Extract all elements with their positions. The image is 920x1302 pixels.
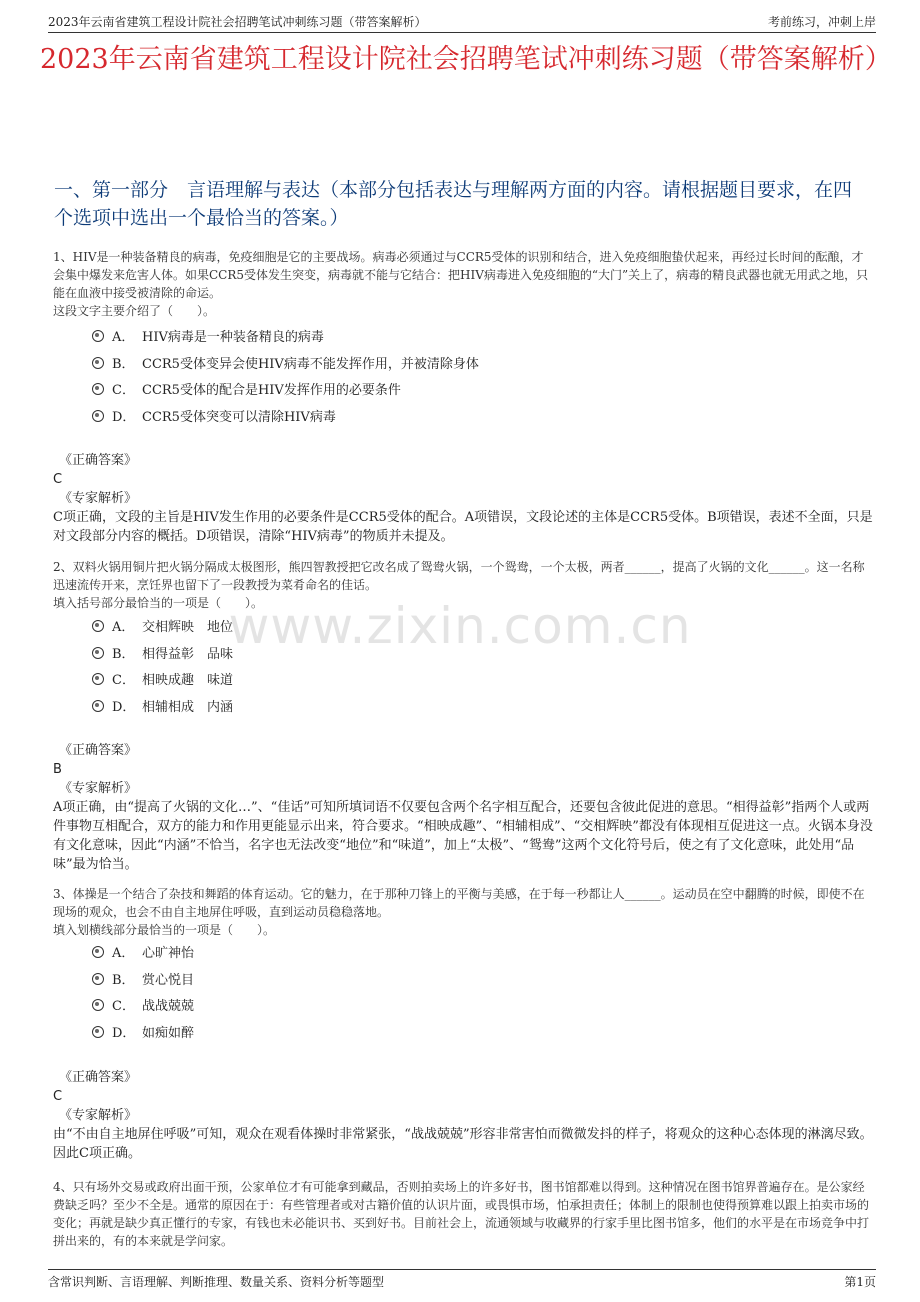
question-3-options <box>92 941 880 1047</box>
question-1-option-a[interactable]: A． HIV病毒是一种装备精良的病毒 <box>92 325 880 352</box>
question-3-stem <box>53 885 874 939</box>
question-3-option-a[interactable]: A． 心旷神怡 <box>92 941 880 968</box>
analysis-text: C项正确，文段的主旨是HIV发生作用的必要条件是CCR5受体的配合。A项错误，文段论述的主体是CCR5受体。B项错误，表述不全面，只是对文段部分内容的概括。D项错误，清除“HIV病毒”的物质并未提及。 <box>53 510 873 544</box>
document-title: 2023年云南省建筑工程设计院社会招聘笔试冲刺练习题（带答案解析） <box>40 44 892 75</box>
question-2-options <box>92 615 880 721</box>
question-1-answer-block <box>53 451 874 546</box>
footer-topics: 含常识判断、言语理解、判断推理、数量关系、资料分析等题型 <box>48 1275 385 1289</box>
question-2-text: 2、双料火锅用铜片把火锅分隔成太极图形，熊四智教授把它改名成了鸳鸯火锅，一个鸳鸯，一个太极，两者______，提高了火锅的文化______。这一名称迅速流传开来，烹饪界也留下了一段教授为菜肴命名的佳话。 填入括号部分最恰当的一项是（ ）。 <box>53 560 865 610</box>
analysis-text: A项正确，由“提高了火锅的文化…”、“佳话”可知所填词语不仅要包含两个名字相互配合，还要包含彼此促进的意思。“相得益彰”指两个人或两件事物互相配合，双方的能力和作用更能显示出来，符合要求。“相映成趣”、“相辅相成”、“交相辉映”都没有体现相互促进这一点。火锅本身没有文化意味，因此“内涵”不恰当，名字也无法改变“地位”和“味道”，加上“太极”、“鸳鸯”这两个文化符号后，使之有了文化意味，此处用“品味”最为恰当。 <box>53 800 873 872</box>
radio-icon[interactable] <box>92 999 104 1011</box>
question-1-text: 1、HIV是一种装备精良的病毒，免疫细胞是它的主要战场。病毒必须通过与CCR5受体的识别和结合，进入免疫细胞蛰伏起来，再经过长时间的酝酿，才会集中爆发来危害人体。如果CCR5受体发生突变，病毒就不能与它结合：把HIV病毒进入免疫细胞的“大门”关上了，病毒的精良武器也就无用武之地，只能在血液中接受被清除的命运。 这段文字主要介绍了（ ）。 <box>53 250 869 318</box>
question-2-option-c[interactable]: C． 相映成趣 味道 <box>92 668 880 695</box>
radio-icon[interactable] <box>92 973 104 985</box>
question-3-option-d[interactable]: D． 如痴如醉 <box>92 1021 880 1048</box>
question-2-option-a[interactable]: A． 交相辉映 地位 <box>92 615 880 642</box>
analysis-label: 《专家解析》 <box>59 781 138 796</box>
question-2-answer-block <box>53 741 874 874</box>
page-footer <box>48 1269 876 1290</box>
question-1-stem <box>53 248 874 320</box>
question-3-text: 3、体操是一个结合了杂技和舞蹈的体育运动。它的魅力，在于那种刀锋上的平衡与美感，在于每一秒都让人______。运动员在空中翻腾的时候，即使不在现场的观众，也会不由自主地屏住呼吸，直到运动员稳稳落地。 填入划横线部分最恰当的一项是（ ）。 <box>53 887 865 937</box>
analysis-label: 《专家解析》 <box>59 1108 138 1123</box>
page-header <box>48 10 876 33</box>
correct-answer: C <box>53 472 63 487</box>
correct-answer: B <box>53 762 62 777</box>
question-3-option-b[interactable]: B． 赏心悦目 <box>92 968 880 995</box>
question-1-option-d[interactable]: D． CCR5受体突变可以清除HIV病毒 <box>92 405 880 432</box>
radio-icon[interactable] <box>92 700 104 712</box>
answer-label: 《正确答案》 <box>59 1070 138 1085</box>
question-2-option-d[interactable]: D． 相辅相成 内涵 <box>92 695 880 722</box>
header-document-title: 2023年云南省建筑工程设计院社会招聘笔试冲刺练习题（带答案解析） <box>48 15 427 29</box>
radio-icon[interactable] <box>92 946 104 958</box>
watermark-text: www.zixin.com.cn <box>228 597 692 655</box>
radio-icon[interactable] <box>92 647 104 659</box>
radio-icon[interactable] <box>92 330 104 342</box>
question-1-option-b[interactable]: B． CCR5受体变异会使HIV病毒不能发挥作用，并被清除身体 <box>92 352 880 379</box>
question-1-options <box>92 325 880 431</box>
answer-label: 《正确答案》 <box>59 453 138 468</box>
header-slogan: 考前练习，冲刺上岸 <box>767 15 876 29</box>
analysis-text: 由“不由自主地屏住呼吸”可知，观众在观看体操时非常紧张，“战战兢兢”形容非常害怕而微微发抖的样子，将观众的这种心态体现的淋漓尽致。因此C项正确。 <box>53 1127 873 1161</box>
section-heading: 一、第一部分 言语理解与表达（本部分包括表达与理解两方面的内容。请根据题目要求，在四个选项中选出一个最恰当的答案。） <box>54 179 853 229</box>
radio-icon[interactable] <box>92 673 104 685</box>
page-number: 第1页 <box>844 1275 876 1289</box>
correct-answer: C <box>53 1089 63 1104</box>
analysis-label: 《专家解析》 <box>59 491 138 506</box>
radio-icon[interactable] <box>92 410 104 422</box>
question-3-option-c[interactable]: C． 战战兢兢 <box>92 994 880 1021</box>
question-2-stem <box>53 558 874 612</box>
question-2-option-b[interactable]: B． 相得益彰 品味 <box>92 642 880 669</box>
question-4-stem <box>53 1178 874 1250</box>
question-1-option-c[interactable]: C． CCR5受体的配合是HIV发挥作用的必要条件 <box>92 378 880 405</box>
radio-icon[interactable] <box>92 383 104 395</box>
radio-icon[interactable] <box>92 620 104 632</box>
radio-icon[interactable] <box>92 1026 104 1038</box>
radio-icon[interactable] <box>92 357 104 369</box>
question-4-text: 4、只有场外交易或政府出面干预，公家单位才有可能拿到藏品，否则拍卖场上的许多好书，图书馆都难以得到。这种情况在图书馆界普遍存在。是公家经费缺乏吗？至少不全是。通常的原因在于：有些管理者或对古籍价值的认识片面，或畏惧市场，怕承担责任；体制上的限制也使得预算难以跟上拍卖市场的变化；再就是缺少真正懂行的专家，有钱也未必能识书、买到好书。目前社会上，流通领域与收藏界的行家手里比图书馆多，他们的水平是在市场竞争中打拼出来的，有的本来就是学问家。 <box>53 1180 870 1248</box>
answer-label: 《正确答案》 <box>59 743 138 758</box>
question-3-answer-block <box>53 1068 874 1163</box>
